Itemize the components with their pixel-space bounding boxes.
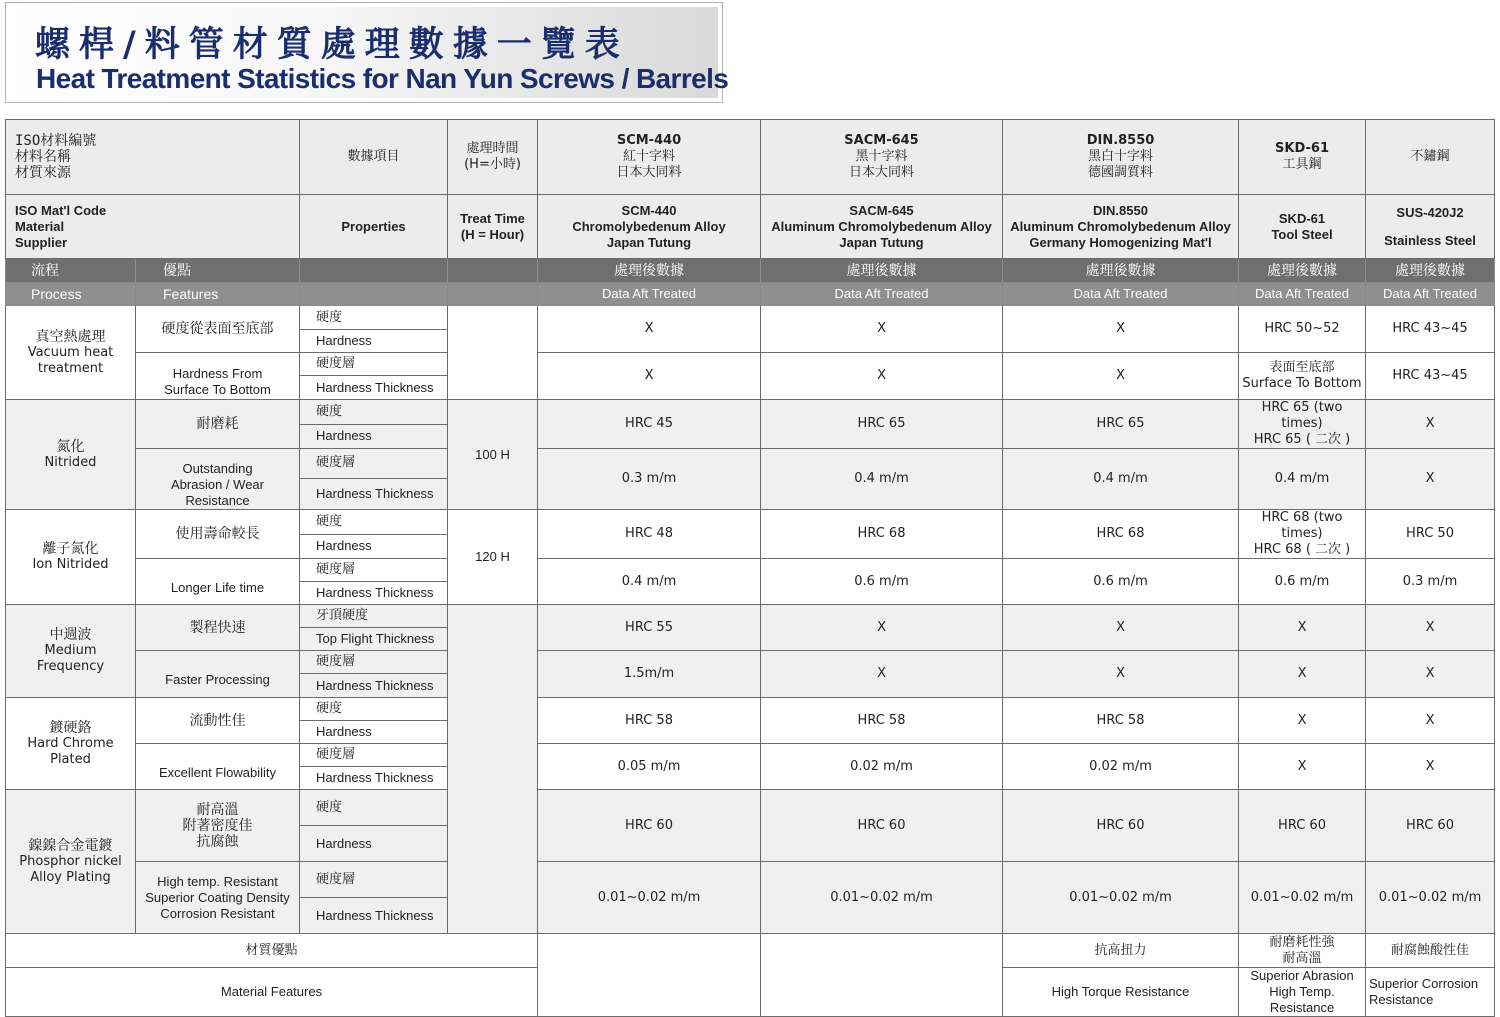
feature-en-3 xyxy=(136,651,300,698)
material-feature-zh-4: 耐腐蝕酸性佳 xyxy=(1366,934,1495,968)
process-row-1-2 xyxy=(6,449,1495,479)
value-cell-4-r2-2: 0.02 m/m xyxy=(1003,744,1239,790)
feature-zh-4 xyxy=(136,698,300,744)
material-header-zh-line: 日本大同料 xyxy=(849,165,915,180)
value-cell-5-r2-1: 0.01~0.02 m/m xyxy=(761,862,1003,934)
value-cell-1-r1-4: X xyxy=(1366,400,1495,449)
value-cell-3-r2-4: X xyxy=(1366,651,1495,698)
value-cell-0-r2-4: HRC 43~45 xyxy=(1366,353,1495,400)
value-cell-0-r1-4: HRC 43~45 xyxy=(1366,306,1495,353)
hardness-label-zh: 硬度 xyxy=(300,790,448,826)
treat-time-header-en-line: Treat Time xyxy=(460,210,525,226)
value-cell-2-r2-1: 0.6 m/m xyxy=(761,559,1003,605)
hardness-label-zh: 硬度 xyxy=(300,510,448,535)
feature-en-line: Outstanding xyxy=(182,461,253,476)
material-header-en-line: Aluminum Chromolybedenum Alloy xyxy=(1010,218,1231,234)
value-cell-0-r2-0: X xyxy=(538,353,761,400)
material-header-en-line: Germany Homogenizing Mat'l xyxy=(1029,234,1212,250)
data-after-treated-label: Data Aft Treated xyxy=(1003,283,1239,306)
value-cell-3-r1-4: X xyxy=(1366,605,1495,651)
heat-treatment-table xyxy=(5,119,1495,1017)
feature-zh-line: 耐高溫 xyxy=(196,801,239,818)
thickness-label-zh: 硬度層 xyxy=(300,559,448,582)
feature-en-line: Faster Processing xyxy=(165,672,270,687)
material-header-zh-line: 黑白十字料 xyxy=(1088,149,1154,164)
thickness-label-en: Hardness Thickness xyxy=(300,898,448,934)
band-row-chinese xyxy=(6,259,1495,283)
value-cell-2-r2-2: 0.6 m/m xyxy=(1003,559,1239,605)
material-feature-zh-line: 耐高溫 xyxy=(1282,950,1322,966)
process-name-1 xyxy=(6,400,136,510)
process-band-label: 流程 xyxy=(6,259,136,283)
title-background xyxy=(10,7,729,98)
material-feature-zh-3 xyxy=(1239,934,1366,968)
hardness-label-zh: 硬度 xyxy=(300,306,448,330)
value-cell-3-r1-0: HRC 55 xyxy=(538,605,761,651)
material-header-en-line: SUS-420J2 xyxy=(1396,204,1464,220)
process-name-en: Vacuum heat treatment xyxy=(27,344,114,376)
material-header-zh-line: SCM-440 xyxy=(616,133,682,148)
value-cell-4-r1-3: X xyxy=(1239,698,1366,744)
value-cell-0-r2-3 xyxy=(1239,353,1366,400)
process-row-3-0 xyxy=(6,605,1495,628)
iso-code-header-en-line: Supplier xyxy=(15,234,68,250)
hardness-label-en: Hardness xyxy=(300,534,448,559)
value-cell-3-r1-3: X xyxy=(1239,605,1366,651)
value-cell-5-r1-1: HRC 60 xyxy=(761,790,1003,862)
material-header-en-line: DIN.8550 xyxy=(1093,202,1148,218)
process-name-en: Phosphor nickel xyxy=(19,853,122,869)
band-empty-time xyxy=(448,283,538,306)
feature-zh-line: 耐磨耗 xyxy=(196,416,239,432)
process-name-5 xyxy=(6,790,136,934)
material-header-zh-2 xyxy=(1003,120,1239,195)
process-name-en: Medium Frequency xyxy=(36,643,105,674)
feature-zh-0 xyxy=(136,306,300,353)
value-cell-5-r1-2: HRC 60 xyxy=(1003,790,1239,862)
process-name-en: Alloy Plating xyxy=(30,869,111,885)
value-cell-2-r1-3 xyxy=(1239,510,1366,559)
material-feature-en-line: Resistance xyxy=(1369,992,1434,1007)
iso-code-header-zh-line: ISO材料編號 xyxy=(15,133,97,149)
material-feature-en-line: Superior Abrasion xyxy=(1250,968,1354,983)
process-row-2-0 xyxy=(6,510,1495,535)
thickness-label-zh: 硬度層 xyxy=(300,651,448,674)
material-header-zh-line: 日本大同料 xyxy=(616,165,682,180)
treat-time-header-en xyxy=(448,195,538,259)
material-header-zh-line: 工具鋼 xyxy=(1282,157,1322,172)
treat-time-header-zh-line: 處理時間 xyxy=(466,141,519,156)
treat-time-2: 120 H xyxy=(448,510,538,605)
treat-time-empty-rest xyxy=(448,605,538,934)
top-flight-label-zh: 牙頂硬度 xyxy=(300,605,448,628)
material-header-en-line: SCM-440 xyxy=(621,202,677,218)
process-name-zh: 鍍硬鉻 xyxy=(49,719,92,736)
material-header-en-line: Chromolybedenum Alloy xyxy=(572,218,726,234)
features-band-label: Features xyxy=(136,283,300,306)
table-body xyxy=(6,120,1495,1017)
value-cell-line: HRC 68 (two times) xyxy=(1261,510,1343,541)
material-header-en-line: Tool Steel xyxy=(1271,226,1333,242)
value-cell-line: HRC 68 ( 二次 ) xyxy=(1253,542,1351,557)
material-header-zh-line: 不鏽鋼 xyxy=(1410,149,1450,164)
feature-en-line: Hardness From xyxy=(172,366,263,381)
value-cell-0-r2-2: X xyxy=(1003,353,1239,400)
data-after-treated-label: 處理後數據 xyxy=(1366,259,1495,283)
feature-en-line: Superior Coating Density xyxy=(145,889,290,905)
value-cell-3-r2-3: X xyxy=(1239,651,1366,698)
thickness-label-zh: 硬度層 xyxy=(300,353,448,376)
process-row-0-0 xyxy=(6,306,1495,330)
iso-code-header-en-line: Material xyxy=(15,218,65,234)
value-cell-5-r1-3: HRC 60 xyxy=(1239,790,1366,862)
thickness-label-zh: 硬度層 xyxy=(300,744,448,767)
top-flight-label-en: Top Flight Thickness xyxy=(300,628,448,651)
feature-zh-3 xyxy=(136,605,300,651)
material-header-en-4 xyxy=(1366,195,1495,259)
title-box xyxy=(5,2,729,103)
feature-zh-line: 製程快速 xyxy=(189,619,246,636)
process-name-zh: 真空熱處理 xyxy=(35,328,106,345)
band-row-english xyxy=(6,283,1495,306)
value-cell-2-r1-1: HRC 68 xyxy=(761,510,1003,559)
material-header-zh-line: 紅十字料 xyxy=(623,149,676,164)
thickness-label-zh: 硬度層 xyxy=(300,862,448,898)
value-cell-4-r2-4: X xyxy=(1366,744,1495,790)
value-cell-4-r1-2: HRC 58 xyxy=(1003,698,1239,744)
process-row-2-2 xyxy=(6,559,1495,582)
value-cell-1-r2-2: 0.4 m/m xyxy=(1003,449,1239,510)
thickness-label-en: Hardness Thickness xyxy=(300,478,448,509)
value-cell-5-r1-0: HRC 60 xyxy=(538,790,761,862)
value-cell-4-r2-0: 0.05 m/m xyxy=(538,744,761,790)
features-band-label: 優點 xyxy=(136,259,300,283)
data-after-treated-label: 處理後數據 xyxy=(1239,259,1366,283)
feature-zh-line: 硬度從表面至底部 xyxy=(161,321,274,337)
iso-code-header-en-line: ISO Mat'l Code xyxy=(15,202,107,218)
hardness-label-zh: 硬度 xyxy=(300,400,448,425)
feature-zh-line: 使用壽命較長 xyxy=(175,526,260,542)
value-cell-3-r2-0: 1.5m/m xyxy=(538,651,761,698)
properties-header-en: Properties xyxy=(300,195,448,259)
material-features-label-zh: 材質優點 xyxy=(6,934,538,968)
process-band-label: Process xyxy=(6,283,136,306)
value-cell-2-r1-4: HRC 50 xyxy=(1366,510,1495,559)
band-empty-properties xyxy=(300,259,448,283)
feature-en-line: High temp. Resistant xyxy=(157,873,278,889)
thickness-label-zh: 硬度層 xyxy=(300,449,448,479)
value-cell-1-r2-0: 0.3 m/m xyxy=(538,449,761,510)
process-name-3 xyxy=(6,605,136,698)
value-cell-5-r2-3: 0.01~0.02 m/m xyxy=(1239,862,1366,934)
data-after-treated-label: Data Aft Treated xyxy=(538,283,761,306)
feature-en-0 xyxy=(136,353,300,400)
hardness-label-en: Hardness xyxy=(300,330,448,353)
feature-zh-2 xyxy=(136,510,300,559)
hardness-label-zh: 硬度 xyxy=(300,698,448,721)
value-cell-1-r1-3 xyxy=(1239,400,1366,449)
iso-code-header-zh-line: 材料名稱 xyxy=(15,149,71,165)
value-cell-4-r1-0: HRC 58 xyxy=(538,698,761,744)
value-cell-5-r1-4: HRC 60 xyxy=(1366,790,1495,862)
value-cell-3-r1-1: X xyxy=(761,605,1003,651)
process-name-4 xyxy=(6,698,136,790)
value-cell-1-r2-3: 0.4 m/m xyxy=(1239,449,1366,510)
data-after-treated-label: 處理後數據 xyxy=(1003,259,1239,283)
value-cell-3-r2-1: X xyxy=(761,651,1003,698)
material-feature-en-line: Superior Corrosion xyxy=(1369,976,1479,991)
value-cell-2-r2-3: 0.6 m/m xyxy=(1239,559,1366,605)
material-header-en-line: Stainless Steel xyxy=(1384,232,1476,248)
material-header-zh-0 xyxy=(538,120,761,195)
value-cell-5-r2-0: 0.01~0.02 m/m xyxy=(538,862,761,934)
material-feature-zh-line: 耐磨耗性強 xyxy=(1269,934,1335,950)
data-after-treated-label: Data Aft Treated xyxy=(761,283,1003,306)
data-after-treated-label: 處理後數據 xyxy=(761,259,1003,283)
process-name-2 xyxy=(6,510,136,605)
value-cell-0-r1-0: X xyxy=(538,306,761,353)
value-cell-line: HRC 65 ( 二次 ) xyxy=(1253,432,1351,447)
value-cell-0-r1-2: X xyxy=(1003,306,1239,353)
feature-zh-5 xyxy=(136,790,300,862)
value-cell-1-r1-0: HRC 45 xyxy=(538,400,761,449)
material-feature-en-line: High Temp. Resistance xyxy=(1269,984,1335,1015)
material-header-en-line: Aluminum Chromolybedenum Alloy xyxy=(771,218,992,234)
feature-en-line: Corrosion Resistant xyxy=(160,905,275,921)
value-cell-line: HRC 65 (two times) xyxy=(1261,400,1343,431)
page-title-chinese: 螺桿/料管材質處理數據一覽表 xyxy=(35,25,629,65)
material-header-en-0 xyxy=(538,195,761,259)
properties-header-zh: 數據項目 xyxy=(300,120,448,195)
header-row-english xyxy=(6,195,1495,259)
material-header-zh-line: DIN.8550 xyxy=(1086,133,1155,148)
value-cell-3-r2-2: X xyxy=(1003,651,1239,698)
material-feature-en-4 xyxy=(1366,968,1495,1017)
value-cell-0-r1-3: HRC 50~52 xyxy=(1239,306,1366,353)
material-header-en-line: Japan Tutung xyxy=(606,234,692,250)
data-after-treated-label: Data Aft Treated xyxy=(1366,283,1495,306)
process-row-1-0 xyxy=(6,400,1495,425)
material-features-row-zh xyxy=(6,934,1495,968)
material-header-zh-line: SKD-61 xyxy=(1275,141,1329,156)
hardness-label-en: Hardness xyxy=(300,721,448,744)
material-feature-en-3 xyxy=(1239,968,1366,1017)
process-row-0-2 xyxy=(6,353,1495,376)
page-title-english: Heat Treatment Statistics for Nan Yun Screws / Barrels xyxy=(36,63,729,94)
value-cell-1-r1-2: HRC 65 xyxy=(1003,400,1239,449)
feature-en-5 xyxy=(136,862,300,934)
value-cell-4-r1-1: HRC 58 xyxy=(761,698,1003,744)
process-name-en: Ion Nitrided xyxy=(32,557,109,572)
value-cell-3-r1-2: X xyxy=(1003,605,1239,651)
process-name-en: Nitrided xyxy=(44,454,97,470)
thickness-label-en: Hardness Thickness xyxy=(300,767,448,790)
value-cell-1-r2-4: X xyxy=(1366,449,1495,510)
treat-time-empty-0 xyxy=(448,306,538,400)
material-feature-en-2: High Torque Resistance xyxy=(1003,968,1239,1017)
feature-en-line: Abrasion / Wear Resistance xyxy=(171,477,264,508)
value-cell-line: Surface To Bottom xyxy=(1242,376,1362,391)
process-name-zh: 離子氮化 xyxy=(42,541,99,557)
process-row-5-2 xyxy=(6,862,1495,898)
value-cell-line: 表面至底部 xyxy=(1269,360,1335,375)
material-header-zh-line: 德國調質料 xyxy=(1088,165,1154,180)
value-cell-2-r2-4: 0.3 m/m xyxy=(1366,559,1495,605)
feature-zh-line: 附著密度佳 xyxy=(182,817,253,834)
material-header-en-3 xyxy=(1239,195,1366,259)
iso-code-header-zh xyxy=(6,120,300,195)
value-cell-2-r2-0: 0.4 m/m xyxy=(538,559,761,605)
material-header-en-1 xyxy=(761,195,1003,259)
value-cell-5-r2-4: 0.01~0.02 m/m xyxy=(1366,862,1495,934)
data-after-treated-label: 處理後數據 xyxy=(538,259,761,283)
header-row-chinese xyxy=(6,120,1495,195)
feature-en-4 xyxy=(136,744,300,790)
value-cell-4-r2-3: X xyxy=(1239,744,1366,790)
feature-en-line: Excellent Flowability xyxy=(158,764,277,780)
feature-zh-line: 流動性佳 xyxy=(189,712,246,729)
value-cell-4-r1-4: X xyxy=(1366,698,1495,744)
material-header-zh-1 xyxy=(761,120,1003,195)
band-empty-properties xyxy=(300,283,448,306)
thickness-label-en: Hardness Thickness xyxy=(300,674,448,698)
hardness-label-en: Hardness xyxy=(300,424,448,449)
material-feature-zh-2: 抗高扭力 xyxy=(1003,934,1239,968)
band-empty-time xyxy=(448,259,538,283)
material-header-zh-4 xyxy=(1366,120,1495,195)
data-after-treated-label: Data Aft Treated xyxy=(1239,283,1366,306)
process-name-zh: 氮化 xyxy=(56,438,85,455)
material-header-en-line: SACM-645 xyxy=(849,202,914,218)
material-header-en-line: SKD-61 xyxy=(1278,210,1326,226)
feature-zh-1 xyxy=(136,400,300,449)
hardness-label-en: Hardness xyxy=(300,826,448,862)
treat-time-1: 100 H xyxy=(448,400,538,510)
feature-en-line: Surface To Bottom xyxy=(164,382,271,397)
value-cell-2-r1-2: HRC 68 xyxy=(1003,510,1239,559)
treat-time-header-en-line: (H = Hour) xyxy=(460,226,525,242)
treat-time-header-zh xyxy=(448,120,538,195)
process-row-4-2 xyxy=(6,744,1495,767)
value-cell-0-r2-1: X xyxy=(761,353,1003,400)
thickness-label-en: Hardness Thickness xyxy=(300,582,448,605)
value-cell-0-r1-1: X xyxy=(761,306,1003,353)
material-header-en-line: Japan Tutung xyxy=(839,234,924,250)
material-header-zh-3 xyxy=(1239,120,1366,195)
value-cell-1-r1-1: HRC 65 xyxy=(761,400,1003,449)
material-header-zh-line: SACM-645 xyxy=(844,133,919,148)
material-header-en-2 xyxy=(1003,195,1239,259)
material-features-empty-1 xyxy=(761,934,1003,1017)
process-name-zh: 中週波 xyxy=(49,627,92,643)
process-name-en: Hard Chrome Plated xyxy=(27,735,114,767)
process-name-0 xyxy=(6,306,136,400)
process-row-3-2 xyxy=(6,651,1495,674)
feature-en-2 xyxy=(136,559,300,605)
feature-en-line: Longer Life time xyxy=(170,579,265,595)
treat-time-header-zh-line: (H=小時) xyxy=(464,157,521,172)
material-header-zh-line: 黑十字料 xyxy=(855,149,908,164)
value-cell-5-r2-2: 0.01~0.02 m/m xyxy=(1003,862,1239,934)
iso-code-header-zh-line: 材質來源 xyxy=(15,165,71,181)
process-row-5-0 xyxy=(6,790,1495,826)
process-name-zh: 鎳鎳合金電鍍 xyxy=(28,837,113,854)
feature-zh-line: 抗腐蝕 xyxy=(196,833,239,850)
thickness-label-en: Hardness Thickness xyxy=(300,376,448,400)
value-cell-1-r2-1: 0.4 m/m xyxy=(761,449,1003,510)
process-row-4-0 xyxy=(6,698,1495,721)
iso-code-header-en xyxy=(6,195,300,259)
material-features-label-en: Material Features xyxy=(6,968,538,1017)
value-cell-2-r1-0: HRC 48 xyxy=(538,510,761,559)
value-cell-4-r2-1: 0.02 m/m xyxy=(761,744,1003,790)
feature-en-1 xyxy=(136,449,300,510)
material-features-empty-0 xyxy=(538,934,761,1017)
